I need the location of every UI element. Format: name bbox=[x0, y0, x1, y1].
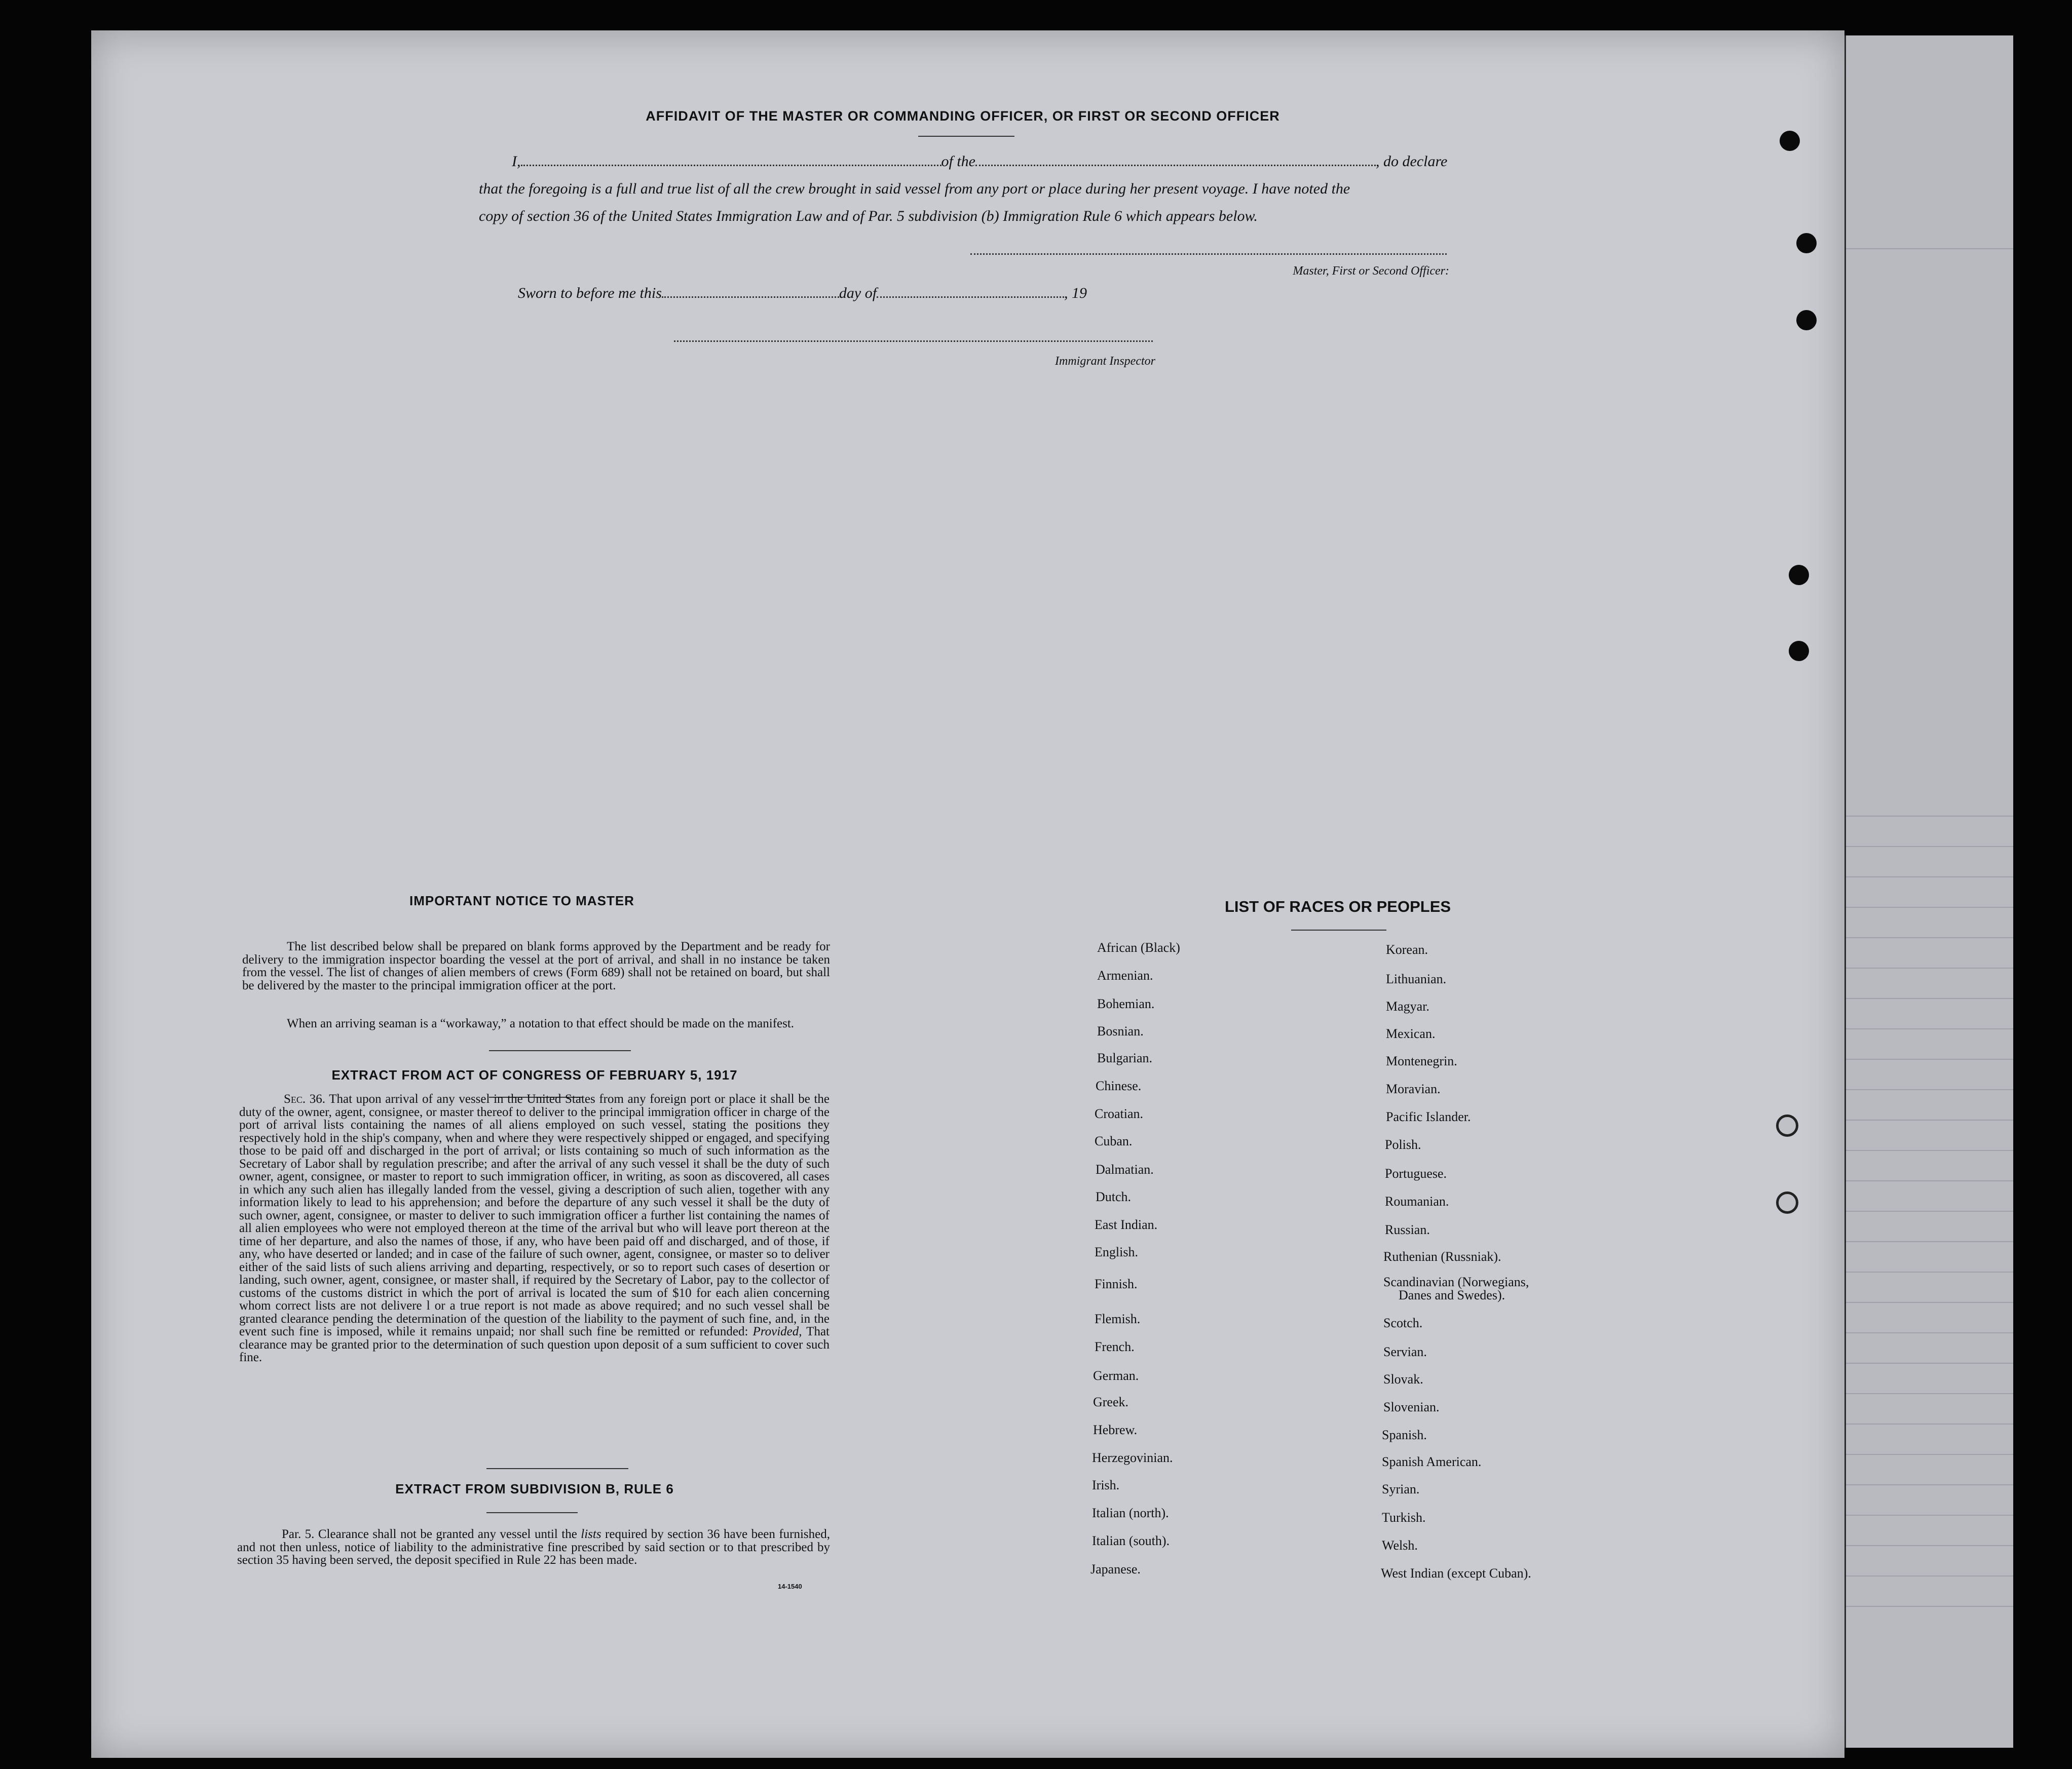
form-number: 14-1540 bbox=[778, 1583, 802, 1590]
rule-extract-title: EXTRACT FROM SUBDIVISION B, RULE 6 bbox=[395, 1481, 674, 1496]
race-entry: Slovenian. bbox=[1383, 1400, 1440, 1414]
race-entry: Flemish. bbox=[1095, 1312, 1141, 1326]
race-entry: Italian (north). bbox=[1092, 1506, 1169, 1520]
of-the-label: of the bbox=[941, 153, 975, 170]
declarant-name-field[interactable] bbox=[521, 165, 941, 166]
day-of-label: day of bbox=[839, 285, 877, 301]
race-entry: Polish. bbox=[1385, 1137, 1421, 1152]
affidavit-title: AFFIDAVIT OF THE MASTER OR COMMANDING OFFICER, OR FIRST OR SECOND OFFICER bbox=[646, 108, 1280, 124]
sworn-month-field[interactable] bbox=[877, 296, 1064, 298]
race-entry: Bohemian. bbox=[1097, 996, 1155, 1011]
inspector-label: Immigrant Inspector bbox=[1055, 355, 1155, 368]
race-entry: Scandinavian (Norwegians, bbox=[1383, 1275, 1529, 1289]
race-entry: Roumanian. bbox=[1385, 1194, 1449, 1209]
title-underline bbox=[918, 136, 1014, 137]
year-label: , 19 bbox=[1064, 285, 1087, 301]
reinforced-hole bbox=[1776, 1114, 1798, 1137]
race-entry: Cuban. bbox=[1095, 1134, 1133, 1148]
race-entry: Moravian. bbox=[1386, 1082, 1441, 1096]
affidavit-line-2: that the foregoing is a full and true list of all the crew brought in said vessel from any port or place during her present voyage. I have noted the bbox=[479, 180, 1350, 197]
section-text: That upon arrival of any vessel in the United States from any foreign port or place it shall be the duty of the owner, agent, consignee, or master thereof to deliver to the principal immigration officer in charge of the port of arrival lists containing the names of all aliens employed on such vessel, stating the positions they respectively hold in the ship's company, when and where they were respectively shipped or engaged, and specifying those to be paid off and discharged in the port of arrival; or lists containing so much of such information as the Secretary of Labor shall by regulation prescribe; and after the arrival of any such vessel it shall be the duty of such owner, agent, consignee, or master to report to such immigration officer, in writing, as soon as discovered, all cases in which any such alien has illegally landed from the vessel, giving a description of such alien, together with any information likely to lead to his apprehension; and before the departure of any such vessel it shall be the duty of such owner, agent, consignee, or master to deliver to such immigration officer a further list containing the names of all alien employees who were not employed thereon at the time of the arrival but who will leave port thereon at the time of her departure, and also the names of those, if any, who have been paid off and discharged, and of those, if any, who have deserted or landed; and in case of the failure of such owner, agent, consignee, or master so to deliver either of the said lists of such aliens arriving and departing, respectively, or so to report such cases of desertion or landing, such owner, agent, consignee, or master shall, if required by the Secretary of Labor, pay to the collector of customs of the customs district in which the port of arrival is located the sum of $10 for each alien concerning whom correct lists are not delivere l or a true report is not made as above required; and no such vessel shall be granted clearance pending the determination of the question of the liability to the payment of such fine, and, in the event such fine is imposed, while it remains unpaid; nor shall such fine be remitted or refunded: bbox=[239, 1092, 830, 1338]
race-entry: West Indian (except Cuban). bbox=[1381, 1566, 1531, 1581]
race-entry: Lithuanian. bbox=[1386, 972, 1447, 986]
race-entry: Hebrew. bbox=[1093, 1422, 1138, 1437]
vessel-name-field[interactable] bbox=[975, 165, 1376, 166]
adjacent-page-edge bbox=[1844, 35, 2013, 1748]
provided-clause: Provided, bbox=[752, 1325, 802, 1338]
section-tail: That clearance may be granted prior to the determination of such question upon deposit of a sum sufficient to cover such fine. bbox=[239, 1325, 830, 1364]
race-entry: Italian (south). bbox=[1092, 1533, 1170, 1548]
punch-hole bbox=[1796, 310, 1817, 330]
race-entry: Dutch. bbox=[1096, 1189, 1132, 1204]
section-lead: Sec. 36. bbox=[284, 1092, 326, 1106]
rule-text-end: required by section 36 have been furnished, and not then unless, notice of liability to the administrative fine prescribed by said section or to that prescribed by section 35 having been served, the deposit specified in Rule 22 has been made. bbox=[237, 1527, 830, 1567]
divider bbox=[486, 1512, 578, 1513]
officer-signature-field[interactable] bbox=[970, 253, 1447, 255]
race-entry: Turkish. bbox=[1382, 1510, 1426, 1525]
divider bbox=[489, 1050, 631, 1051]
race-entry: Spanish American. bbox=[1382, 1454, 1482, 1469]
affidavit-line-1 bbox=[512, 153, 1454, 170]
rule-lists-word: lists bbox=[581, 1527, 601, 1541]
punch-hole bbox=[1789, 641, 1809, 661]
race-entry: Bosnian. bbox=[1097, 1024, 1144, 1039]
divider bbox=[1291, 930, 1386, 931]
race-entry: Armenian. bbox=[1097, 968, 1153, 983]
race-entry: African (Black) bbox=[1097, 940, 1180, 955]
notice-paragraph-1: The list described below shall be prepared on blank forms approved by the Department and be ready for delivery to the immigration inspector boarding the vessel at the port of arrival, and shall in no instance be taken from the vessel. The list of changes of alien members of crews (Form 689) shall not be retained on board, but shall be delivered by the master to the principal immigration officer at the port. bbox=[242, 940, 830, 992]
race-entry: Herzegovinian. bbox=[1092, 1450, 1173, 1465]
race-entry: Spanish. bbox=[1382, 1428, 1427, 1442]
race-entry: German. bbox=[1093, 1368, 1139, 1383]
race-entry: Greek. bbox=[1093, 1395, 1129, 1409]
race-entry: Croatian. bbox=[1095, 1106, 1144, 1121]
race-entry: Dalmatian. bbox=[1096, 1162, 1154, 1177]
race-entry: Pacific Islander. bbox=[1386, 1109, 1471, 1124]
act-extract-title: EXTRACT FROM ACT OF CONGRESS OF FEBRUARY 5, 1917 bbox=[331, 1067, 738, 1083]
race-entry: Danes and Swedes). bbox=[1399, 1288, 1505, 1302]
affidavit-line-3: copy of section 36 of the United States Immigration Law and of Par. 5 subdivision (b) Immigration Rule 6 which appears below. bbox=[479, 208, 1258, 224]
sworn-day-field[interactable] bbox=[662, 296, 839, 298]
race-entry: Finnish. bbox=[1095, 1277, 1138, 1291]
notice-paragraph-2: When an arriving seaman is a “workaway,” a notation to that effect should be made on the manifest. bbox=[287, 1017, 795, 1030]
officer-signature-label: Master, First or Second Officer: bbox=[1293, 264, 1449, 278]
race-entry: French. bbox=[1095, 1339, 1135, 1354]
race-entry: Irish. bbox=[1092, 1478, 1120, 1492]
race-entry: Chinese. bbox=[1096, 1079, 1142, 1093]
races-title: LIST OF RACES OR PEOPLES bbox=[1224, 898, 1451, 915]
race-entry: Russian. bbox=[1385, 1222, 1430, 1237]
race-entry: Bulgarian. bbox=[1097, 1051, 1153, 1065]
race-entry: Japanese. bbox=[1090, 1562, 1141, 1576]
do-declare-label: , do declare bbox=[1376, 153, 1448, 170]
act-extract-body bbox=[239, 1093, 830, 1364]
race-entry: Korean. bbox=[1386, 942, 1428, 957]
race-entry: Welsh. bbox=[1382, 1538, 1418, 1553]
race-entry: Montenegrin. bbox=[1386, 1054, 1457, 1068]
rule-extract-body bbox=[237, 1528, 830, 1567]
punch-hole bbox=[1780, 131, 1800, 151]
inspector-signature-field[interactable] bbox=[674, 340, 1153, 342]
punch-hole bbox=[1796, 233, 1817, 253]
race-entry: Magyar. bbox=[1386, 999, 1429, 1014]
race-entry: Syrian. bbox=[1382, 1482, 1420, 1496]
race-entry: Portuguese. bbox=[1385, 1166, 1447, 1181]
race-entry: Slovak. bbox=[1383, 1372, 1423, 1387]
race-entry: East Indian. bbox=[1095, 1217, 1158, 1232]
declarant-prefix: I, bbox=[512, 153, 521, 170]
sworn-label: Sworn to before me this bbox=[518, 285, 662, 301]
sworn-line bbox=[518, 285, 1126, 302]
race-entry: Ruthenian (Russniak). bbox=[1383, 1249, 1501, 1264]
race-entry: Servian. bbox=[1383, 1344, 1427, 1359]
race-entry: Mexican. bbox=[1386, 1026, 1436, 1041]
race-entry: Scotch. bbox=[1383, 1316, 1423, 1330]
notice-title: IMPORTANT NOTICE TO MASTER bbox=[409, 893, 634, 908]
punch-hole bbox=[1789, 565, 1809, 585]
reinforced-hole bbox=[1776, 1191, 1798, 1214]
divider bbox=[486, 1468, 628, 1469]
rule-text-start: Par. 5. Clearance shall not be granted any vessel until the bbox=[282, 1527, 577, 1541]
race-entry: English. bbox=[1095, 1245, 1138, 1259]
